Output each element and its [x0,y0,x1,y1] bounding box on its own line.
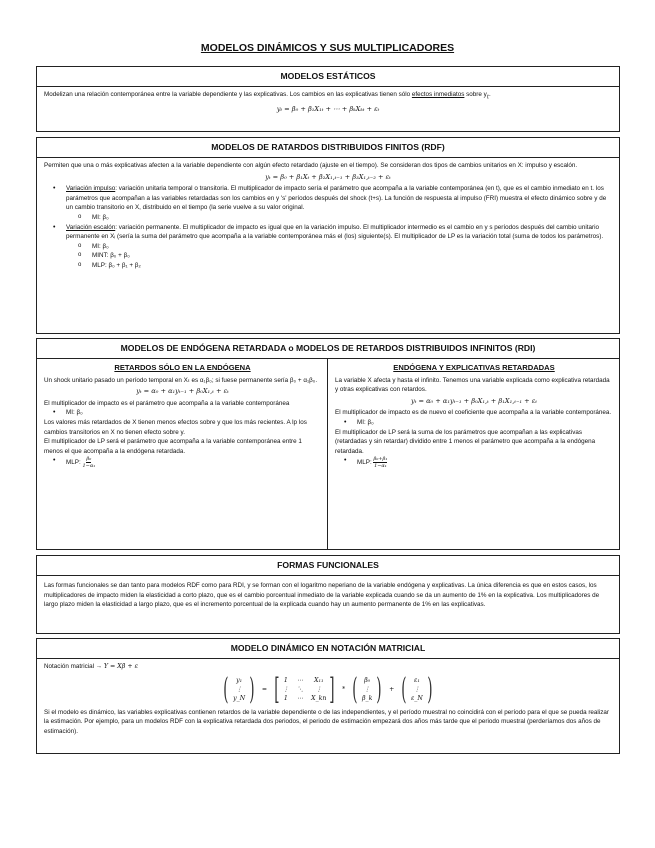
x-matrix-cell: X₁₁ [314,677,324,685]
efectos-inmediatos-text: efectos inmediatos [411,91,465,98]
x-matrix: [ 1 ⋯ X₁₁ ⋮ ⋱ ⋮ 1 ⋯ X_kn ] [274,671,335,707]
document-title: MODELOS DINÁMICOS Y SUS MULTIPLICADORES [200,42,455,54]
x-matrix-cell: ⋮ [282,686,289,694]
equals-sign: = [261,685,268,693]
rdi-right-title: ENDÓGENA Y EXPLICATIVAS RETARDADAS [393,363,555,372]
rdf-intro: Permiten que una o más explicativas afecten a la variable dependiente con algún efecto retardado (ajuste en el tiempo). Se consideran dos tipos de cambios unitarios en X: impulso y escalón. [44,162,578,169]
escalon-mlp: o MLP: β₀ + β₁ + β₂ [92,261,612,271]
rdi-left-equation: yₜ = α₀ + α₁yₜ₋₁ + β₀X₁,ₜ + εₜ [136,387,229,396]
section-formas [36,555,620,634]
mlp-numerator: β₀ [86,456,92,463]
beta-vector: ( β₀ ⋮ β_k ) [352,671,382,707]
rdi-right-mlp [357,456,613,469]
escalon-text: : variación permanente. El multiplicador de impacto es igual que en la variación impulso. El multiplicador intermedio es el cambio en y s períodos después del cambio unitario permanente en Xᵢ (sería la suma del parámetro que acompaña a la variable contemporánea más el (los) siguiente(s). El multiplicador de LP es la variación total (suma de todos los parámetros). [66,223,604,241]
estaticos-equation: yₜ = β₀ + β₁X₁ₜ + ⋯ + βₖXₖₜ + εₜ [276,104,380,113]
mlp-fraction [373,456,387,469]
formas-text: Las formas funcionales se dan tanto para modelos RDF como para RDI, y se forman con el logaritmo neperiano de la variable endógena y explicativas. La única diferencia es que en estos casos, los multiplicadores de impacto miden la elasticidad a corto plazo, que es el cambio porcentual inmediato de la variable explicada cuando se da un aumento de 1% en la explicativa. Los multiplicadores de largo plazo miden la elasticidad a largo plazo, que es el incremento porcentual de la explicada cuando hay un aumento permanente de 1% en las explicativas. [44,582,600,609]
y-vector-cell: y₁ [236,677,243,685]
mlp-label: MLP: [66,459,81,467]
escalon-mi: o MI: β₀ [92,242,612,252]
beta-vector-cell: ⋮ [364,686,371,694]
rdi-left-mlp [66,456,321,469]
rdi-left-column [37,359,328,550]
section-header: MODELO DINÁMICO EN NOTACIÓN MATRICIAL [37,639,619,659]
x-matrix-cell: ⋯ [296,677,304,685]
section-body [37,659,619,738]
epsilon-vector-cell: ⋮ [413,686,420,694]
escalon-mint: o MINT: β₀ + β₀ [92,251,612,261]
mlp-fraction [82,456,95,469]
epsilon-vector: ( ε₁ ⋮ ε_N ) [401,671,433,707]
rdi-right-equation: yₜ = α₀ + α₁yₜ₋₁ + β₀X₁,ₜ + β₁X₁,ₜ₋₁ + εₜ [411,396,537,405]
x-matrix-cell: 1 [283,677,288,685]
y-vector: ( y₁ ⋮ y_N ) [223,671,255,707]
epsilon-vector-cell: ε₁ [414,677,420,685]
y-vector-cell: y_N [233,695,246,703]
x-matrix-cell: ⋱ [296,686,304,694]
beta-vector-cell: β₀ [364,677,371,685]
impulso-text: : variación unitaria temporal o transitoria. El multiplicador de impacto sería el parámetro que acompaña a la variable contemporánea (en t), que es el cambio inmediato en t. los parámetros que acompañan a las variables retardadas son los cambios en y 's' períodos después del shock (t+s). La función de respuesta al impulso (FRI) muestra el efecto dinámico sobre y de un cambio transitorio en X, distribuido en el tiempo (la serie vuelve a su valor original. [66,185,607,212]
impulso-label: Variación impulso [66,185,116,193]
rdi-left-p2: El multiplicador de impacto es el parámetro que acompaña a la variable contemporánea [44,399,290,407]
rdi-right-p3: El multiplicador de LP será la suma de los parámetros que acompañan a las explicativas (retardadas y sin retardar) dividido entre 1 menos el parámetro que acompaña a la endógena retardada. [335,428,596,455]
escalon-item [66,223,612,271]
beta-vector-cell: β_k [361,695,373,703]
rdi-left-p4: El multiplicador de LP será el parámetro que acompaña a la variable contemporánea entre 1 menos el que acompaña a la endógena retardada. [44,438,302,455]
rdi-left-p3: Los valores más retardados de X tienen menos efectos sobre y que los más recientes. A lp los cambios transitorios en X no tienen efecto sobre y. [44,418,307,436]
escalon-label: Variación escalón [66,223,116,231]
times-sign: * [342,685,346,693]
section-rdf [36,137,620,334]
mlp-numerator: β₀+β₁ [373,456,388,463]
matricial-text: Si el modelo es dinámico, las variables explicativas contienen retardos de la variable dependiente o de las independientes, y el período muestral no coincidirá con el período para el que se pueda realizar la estimación. Por ejemplo, para un modelos RDF con la explicativa retardada dos periodos, el periodo de estimación empezará dos años más tarde que el periodo muestral (perderíamos dos años de estimación). [44,708,609,735]
rdf-equation: yₜ = β₀ + β₁Xₜ + β₂X₁,ₜ₋₁ + β₃X₁,ₜ₋₂ + εₜ [265,172,391,181]
rdi-left-mi: • MI: β₀ [66,408,321,418]
matricial-label: Notación matricial → [44,663,104,670]
impulso-mi: o MI: β₀ [92,213,612,223]
estaticos-text-sub: t [486,94,489,101]
matrix-equation [44,671,612,707]
x-matrix-cell: 1 [283,695,288,703]
rdi-right-mi: • MI: β₀ [357,418,613,428]
x-matrix-cell: X_kn [311,695,327,703]
section-header: FORMAS FUNCIONALES [37,556,619,576]
estaticos-text-3: . [488,91,491,98]
matricial-notation [44,662,612,672]
plus-sign: + [389,685,395,693]
rdi-right-p2: El multiplicador de impacto es de nuevo el coeficiente que acompaña a la variable contemporánea. [335,409,612,417]
matricial-formula: Y = Xβ + ε [103,663,139,670]
section-body [37,87,619,118]
estaticos-text-2: sobre y [464,91,487,98]
rdi-right-column [328,359,619,550]
mlp-label: MLP: [357,459,372,467]
rdi-left-title: RETARDOS SÓLO EN LA ENDÓGENA [114,363,251,372]
x-matrix-cell: ⋯ [296,695,304,703]
mlp-denominator: 1−α₁ [374,463,387,470]
section-matricial [36,638,620,754]
section-header: MODELOS ESTÁTICOS [37,67,619,87]
rdi-left-p1: Un shock unitario pasado un período temporal en Xₜ es α₁β₀; si fuese permanente sería β₀ + α₁β₀. [44,376,318,384]
section-body [37,158,619,273]
rdi-right-p1: La variable X afecta y hasta el infinito. Tenemos una variable explicada como explicativa retardada y otras explicativas con retardos. [335,376,610,394]
impulso-item [66,184,612,222]
section-rdi [36,338,620,550]
section-header: MODELOS DE RATARDOS DISTRIBUIDOS FINITOS (RDF) [37,138,619,158]
x-matrix-cell: ⋮ [315,686,322,694]
section-estaticos [36,66,620,132]
y-vector-cell: ⋮ [236,686,243,694]
estaticos-text: Modelizan una relación contemporánea entre la variable dependiente y las explicativas. Los cambios en las explicativas tienen sólo [44,91,412,98]
mlp-denominator: 1−α₁ [82,463,96,470]
epsilon-vector-cell: ε_N [410,695,423,703]
section-header: MODELOS DE ENDÓGENA RETARDADA o MODELOS DE RETARDOS DISTRIBUIDOS INFINITOS (RDI) [37,339,619,359]
